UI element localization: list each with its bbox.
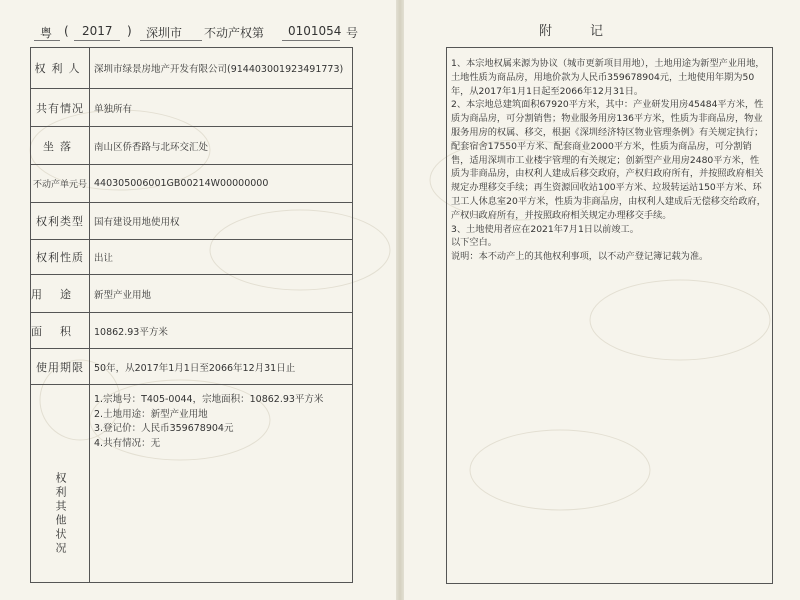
table-row — [31, 127, 353, 165]
table-row — [31, 240, 353, 275]
other-line: 2.土地用途：新型产业用地 — [94, 408, 208, 420]
table-row — [31, 275, 353, 313]
row-value: 出让 — [90, 240, 353, 275]
row-label: 权利性质 — [31, 240, 90, 275]
appendix-paragraph: 1、本宗地权属来源为协议（城市更新项目用地），土地用途为新型产业用地，土地性质为商品房，用地价款为人民币359678904元，土地使用年期为50年，从2017年1月1日起至2066年12月31日。 — [451, 58, 765, 97]
table-row — [31, 165, 353, 203]
row-label: 共有情况 — [31, 89, 90, 127]
row-value: 南山区侨香路与北环交汇处 — [90, 127, 353, 165]
row-value: 440305006001GB00214W00000000 — [90, 165, 353, 203]
table-row — [31, 349, 353, 385]
header-type: 不动产权第 — [204, 26, 265, 40]
table-row — [31, 385, 353, 583]
other-line: 3.登记价：人民币359678904元 — [94, 423, 234, 434]
table-row — [31, 89, 353, 127]
row-value: 单独所有 — [90, 89, 353, 127]
row-label: 使用期限 — [31, 349, 90, 385]
appendix-paragraph: 2、本宗地总建筑面积67920平方米，其中：产业研发用房45484平方米，性质为商品房，可分割销售；物业服务用房136平方米，性质为非商品房，物业服务用房的权属、移交，根据《深圳经济特区物业管理条例》有关规定执行；配套宿舍17550平方米、配套商业2000平方米，性质为商品房，可分割销售，适用深圳市工业楼宇管理的有关规定；创新型产业用房2480平方米，性质为非商品房，由权利人建成后移交政府，产权归政府所有，并按照政府相关规定办理移交手续；再生资源回收站100平方米、垃圾转运站150平方米、环卫工人休息室20平方米，性质为非商品房，由权利人建成后无偿移交给政府，产权归政府所有，并按照政府相关规定办理移交手续。 — [451, 99, 766, 221]
appendix-paragraph: 3、土地使用者应在2021年7月1日以前竣工。 — [451, 223, 639, 235]
appendix-paragraph: 以下空白。 — [451, 237, 497, 249]
header-suffix: 号 — [346, 26, 359, 40]
row-label: 面积 — [31, 313, 90, 349]
row-label: 不动产单元号 — [31, 165, 90, 203]
row-label: 权利人 — [31, 48, 90, 89]
rights-table — [30, 47, 353, 583]
row-value: 国有建设用地使用权 — [90, 203, 353, 240]
appendix-box — [446, 47, 773, 584]
other-label: 权利其他状况 — [54, 471, 67, 556]
table-row — [31, 313, 353, 349]
row-value: 10862.93平方米 — [90, 313, 353, 349]
header-number: 0101054 — [288, 24, 342, 38]
header-city: 深圳市 — [146, 26, 183, 40]
row-label: 权利类型 — [31, 203, 90, 240]
table-row — [31, 203, 353, 240]
row-value: 50年，从2017年1月1日至2066年12月31日止 — [90, 349, 353, 385]
appendix-paragraph: 说明：本不动产上的其他权利事项，以不动产登记簿记载为准。 — [451, 251, 709, 263]
other-label-cell — [31, 385, 90, 583]
other-line: 1.宗地号：T405-0044，宗地面积：10862.93平方米 — [94, 394, 324, 405]
header-province: 粤 — [40, 26, 53, 40]
row-value: 深圳市绿景房地产开发有限公司(914403001923491773) — [90, 48, 353, 89]
other-value-cell — [90, 385, 353, 583]
appendix-title: 附记 — [538, 24, 641, 39]
certificate-header: 粤 ( 2017 ) 深圳市 不动产权第 0101054 号 — [40, 20, 380, 44]
other-line: 4.共有情况：无 — [94, 437, 161, 449]
row-label: 用途 — [31, 275, 90, 313]
table-row — [31, 48, 353, 89]
row-value: 新型产业用地 — [90, 275, 353, 313]
header-year: 2017 — [82, 24, 113, 38]
row-label: 坐落 — [31, 127, 90, 165]
